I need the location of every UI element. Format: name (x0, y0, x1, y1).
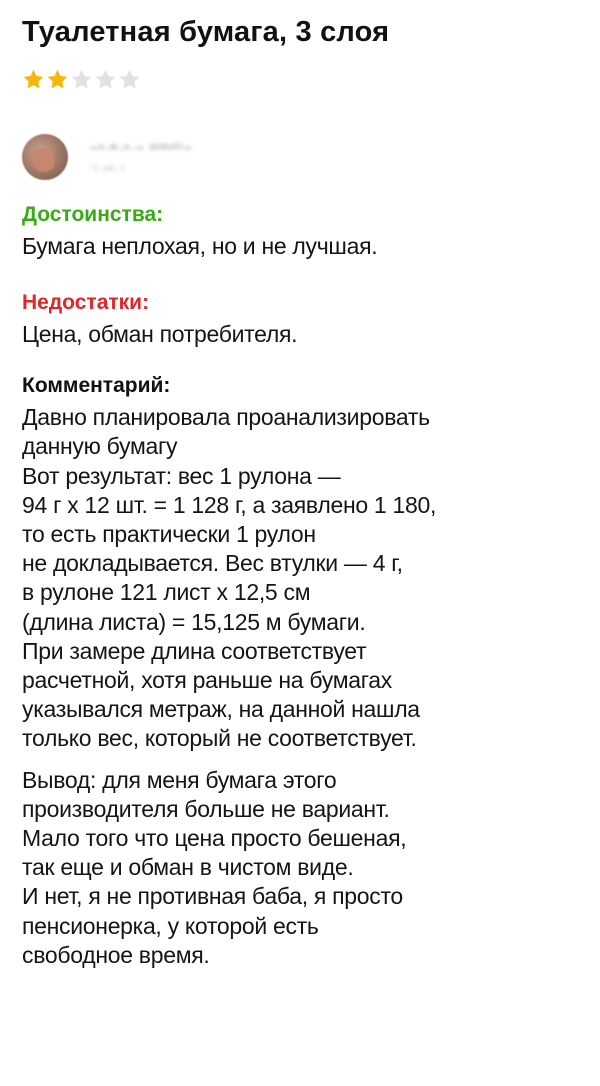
conclusion-line: Мало того что цена просто бешеная, (22, 825, 407, 852)
star-rating (22, 68, 141, 91)
product-title: Туалетная бумага, 3 слоя (22, 16, 390, 48)
comment-line: в рулоне 121 лист х 12,5 см (22, 579, 311, 606)
pros-label: Достоинства: (22, 203, 164, 226)
conclusion-text (22, 766, 582, 970)
conclusion-line: пенсионерка, у которой есть (22, 912, 319, 939)
star-filled-icon (46, 68, 69, 91)
comment-section (22, 373, 582, 970)
comment-line: не докладывается. Вес втулки — 4 г, (22, 550, 403, 577)
avatar[interactable] (22, 134, 68, 180)
comment-line: (длина листа) = 15,125 м бумаги. (22, 608, 366, 635)
comment-line: Вот результат: вес 1 рулона — (22, 462, 341, 489)
comment-label: Комментарий: (22, 374, 171, 397)
comment-line: данную бумагу (22, 433, 178, 460)
comment-line: только вес, который не соответствует. (22, 725, 417, 752)
conclusion-line: Вывод: для меня бумага этого (22, 766, 337, 793)
comment-line: то есть практически 1 рулон (22, 521, 316, 547)
comment-text (22, 403, 582, 753)
cons-label: Недостатки: (22, 291, 150, 314)
comment-line: указывался метраж, на данной нашла (22, 696, 420, 723)
comment-line: При замере длина соответствует (22, 637, 367, 664)
author-info-blurred: ~ˣ·ʷ·ⁿ·~ ˢᵗᵐⁿᶠʳ~ ˜ˢ·ᵃᵐ ˢ (90, 140, 193, 176)
cons-section (22, 290, 582, 349)
cons-text: Цена, обман потребителя. (22, 321, 298, 348)
comment-line: Давно планировала проанализировать (22, 404, 430, 431)
conclusion-line: производителя больше не вариант. (22, 795, 390, 822)
conclusion-line: свободное время. (22, 941, 210, 968)
star-empty-icon (70, 68, 93, 91)
comment-line: расчетной, хотя раньше на бумагах (22, 667, 392, 694)
star-empty-icon (118, 68, 141, 91)
comment-line: 94 г х 12 шт. = 1 128 г, а заявлено 1 180, (22, 491, 437, 518)
star-empty-icon (94, 68, 117, 91)
pros-section (22, 202, 582, 261)
pros-text: Бумага неплохая, но и не лучшая. (22, 233, 378, 260)
conclusion-line: И нет, я не противная баба, я просто (22, 883, 403, 910)
star-filled-icon (22, 68, 45, 91)
conclusion-line: так еще и обман в чистом виде. (22, 854, 354, 881)
